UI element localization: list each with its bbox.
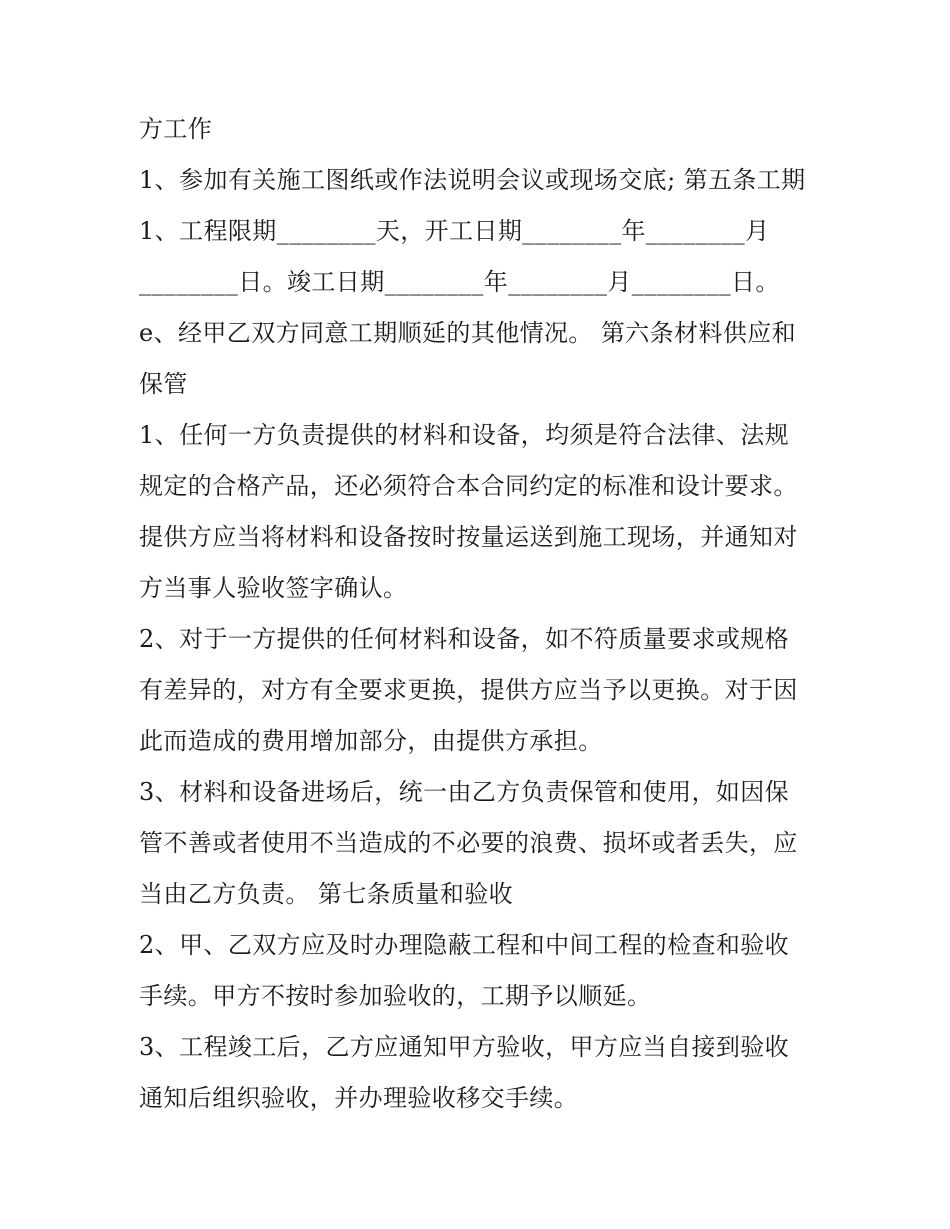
- text-line: 此而造成的费用增加部分，由提供方承担。: [139, 727, 603, 755]
- text-line: 3、材料和设备进场后，统一由乙方负责保管和使用，如因保: [139, 778, 790, 806]
- text-line: e、经甲乙双方同意工期顺延的其他情况。 第六条材料供应和: [139, 319, 797, 347]
- text-line: 3、工程竣工后，乙方应通知甲方验收，甲方应当自接到验收: [139, 1033, 790, 1061]
- text-line: 规定的合格产品，还必须符合本合同约定的标准和设计要求。: [139, 472, 798, 500]
- text-line: 2、甲、乙双方应及时办理隐蔽工程和中间工程的检查和验收: [139, 931, 790, 959]
- text-line: 手续。甲方不按时参加验收的，工期予以顺延。: [139, 982, 652, 1010]
- text-line: 管不善或者使用不当造成的不必要的浪费、损坏或者丢失，应: [139, 829, 798, 857]
- text-line: 2、对于一方提供的任何材料和设备，如不符质量要求或规格: [139, 625, 790, 653]
- text-line: 1、参加有关施工图纸或作法说明会议或现场交底; 第五条工期: [139, 166, 806, 194]
- text-line: 有差异的，对方有全要求更换，提供方应当予以更换。对于因: [139, 676, 798, 704]
- text-line: 当由乙方负责。 第七条质量和验收: [139, 880, 514, 908]
- text-line: 通知后组织验收，并办理验收移交手续。: [139, 1084, 579, 1112]
- text-line: 1、任何一方负责提供的材料和设备，均须是符合法律、法规: [139, 421, 790, 449]
- text-line: 提供方应当将材料和设备按时按量运送到施工现场，并通知对: [139, 523, 798, 551]
- text-line: 方工作: [139, 115, 213, 143]
- text-line: 1、工程限期________天，开工日期________年________月: [139, 217, 770, 245]
- text-line: 保管: [139, 370, 188, 398]
- document-body: [139, 104, 819, 1124]
- text-line: ________日。竣工日期________年________月________日。: [139, 268, 780, 296]
- text-line: 方当事人验收签字确认。: [139, 574, 408, 602]
